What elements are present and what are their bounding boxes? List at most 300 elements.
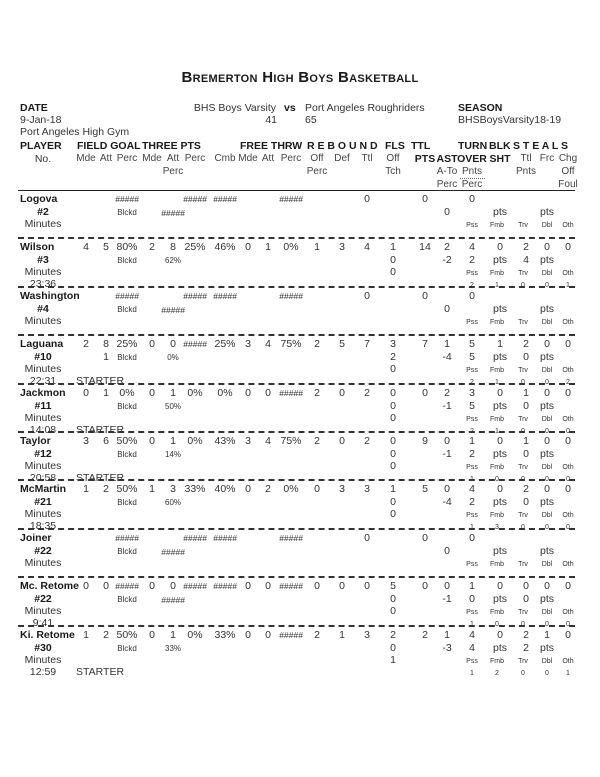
turnover-type-label: Dbl <box>541 222 553 229</box>
stat-cell: ##### <box>213 290 237 301</box>
turnover-type-count: 0 <box>545 379 549 387</box>
stat-cell: 0% <box>187 386 203 399</box>
fouls-offensive: 0 <box>390 363 396 376</box>
stat-cell: 0 <box>444 435 450 447</box>
steal-points: 0 <box>523 399 529 412</box>
stat-cell: 46% <box>214 241 236 254</box>
three-att-perc: 33% <box>164 643 182 653</box>
stat-cell: 6 <box>103 435 109 447</box>
turnover-type-label: Dbl <box>541 464 553 471</box>
turnover-type-count: 0 <box>545 427 549 435</box>
fouls-tech: 0 <box>390 448 396 460</box>
stat-cell: 0 <box>265 580 271 593</box>
stat-cell: 0 <box>565 338 571 351</box>
fouls-offensive: 0 <box>390 411 396 424</box>
stat-cell: 1 <box>544 628 550 641</box>
stat-cell: 0 <box>422 193 428 205</box>
stat-cell: 4 <box>469 483 475 496</box>
stat-cell: 50% <box>116 435 138 447</box>
blocked-label: Blckd <box>117 401 137 411</box>
stat-cell: 0 <box>265 386 271 399</box>
turnover-type-count: 0 <box>521 282 525 290</box>
stat-cell: 0 <box>170 580 176 593</box>
steal-points: 4 <box>523 254 529 267</box>
stat-cell: 0 <box>149 386 155 399</box>
column-header: AST <box>436 153 458 165</box>
turnover-type-label: Pss <box>466 464 478 471</box>
player-number: #22 <box>34 593 52 606</box>
stat-cell: 1 <box>444 628 450 641</box>
turnover-points: 2 <box>469 448 475 460</box>
player-number: #21 <box>34 496 52 509</box>
stat-cell: 25% <box>214 338 236 351</box>
turnover-type-label: Trv <box>518 222 528 229</box>
stat-cell: 2 <box>265 483 271 496</box>
player-number: #22 <box>34 544 52 557</box>
column-header: Mde <box>238 153 258 164</box>
turnover-type-label: Pss <box>466 415 478 423</box>
stat-cell: 0 <box>103 580 109 593</box>
fg-blocked-value: 1 <box>103 351 109 364</box>
starter-badge: STARTER <box>76 375 125 388</box>
row-separator <box>18 237 575 239</box>
stat-cell: ##### <box>115 290 139 301</box>
stat-cell: 8 <box>170 241 176 254</box>
stat-cell: 2 <box>523 483 529 496</box>
stat-cell: 1 <box>103 386 109 399</box>
turnover-type-count: 1 <box>495 282 499 290</box>
turnover-type-label: Fmb <box>490 415 504 423</box>
pts-label: pts <box>492 351 508 364</box>
steal-points: 0 <box>523 448 529 460</box>
row-separator <box>18 334 575 336</box>
turnover-type-count: 1 <box>495 379 499 387</box>
pts-label: pts <box>492 496 508 509</box>
stat-cell: 0 <box>565 628 571 641</box>
column-header: Att <box>261 153 275 164</box>
stat-cell: 1 <box>339 628 345 641</box>
pts-label: pts <box>539 544 555 557</box>
turnover-type-label: Trv <box>518 270 528 278</box>
group-header-rebound: R E B O U N D <box>307 140 378 152</box>
stat-cell: 5 <box>422 483 428 496</box>
report-title: Bremerton High Boys Basketball <box>181 69 419 86</box>
assist-to-ratio: -4 <box>442 496 452 509</box>
player-name: Joiner <box>20 531 52 544</box>
pts-label: pts <box>539 302 555 315</box>
turnover-type-count: 1 <box>495 427 499 435</box>
turnover-type-count: 0 <box>495 621 499 629</box>
turnover-type-label: Pss <box>466 657 478 665</box>
fouls-tech: 2 <box>390 351 396 364</box>
player-name: Wilson <box>20 241 55 254</box>
turnover-type-count: 2 <box>470 282 474 290</box>
row-separator <box>18 576 575 578</box>
minutes-played: 22:31 <box>29 375 57 388</box>
stat-cell: ##### <box>279 387 303 398</box>
fouls-tech: 0 <box>390 254 396 267</box>
stat-cell: 0 <box>497 580 503 593</box>
pts-label: pts <box>492 302 508 315</box>
pts-label: pts <box>492 254 508 267</box>
minutes-label: Minutes <box>24 460 62 472</box>
turnover-type-label: Dbl <box>541 657 553 665</box>
minutes-played: 20:58 <box>29 472 57 484</box>
turnover-type-count: 1 <box>566 669 570 677</box>
three-att-perc: 60% <box>164 498 182 508</box>
player-number: #11 <box>34 399 52 412</box>
group-header-fouls: FLS <box>385 140 405 152</box>
stat-cell: 0% <box>187 628 203 641</box>
stat-cell: 0 <box>245 580 251 593</box>
stat-cell: 14 <box>419 241 431 254</box>
turnover-type-label: Dbl <box>541 609 553 617</box>
stat-cell: 0 <box>83 386 89 399</box>
minutes-label: Minutes <box>24 508 62 521</box>
starter-badge: STARTER <box>76 423 125 436</box>
turnover-type-label: Fmb <box>490 609 504 617</box>
stat-cell: 2 <box>364 386 370 399</box>
turnover-type-count: 1 <box>566 282 570 290</box>
turnover-type-label: Pss <box>466 512 478 520</box>
divider <box>460 178 485 179</box>
turnover-type-count: 0 <box>545 524 549 532</box>
turnover-type-label: Dbl <box>541 270 553 278</box>
three-att-perc: ##### <box>161 304 185 315</box>
row-separator <box>18 383 575 385</box>
column-subheader: Perc <box>461 179 483 190</box>
column-subheader: Foul <box>558 179 578 190</box>
game-date: 9-Jan-18 <box>20 114 62 126</box>
stat-cell: 3 <box>339 241 345 254</box>
stat-cell: 3 <box>469 386 475 399</box>
minutes-label: Minutes <box>24 605 62 618</box>
stat-cell: 4 <box>83 241 89 254</box>
blocked-label: Blckd <box>117 595 137 605</box>
stat-cell: 0 <box>422 580 428 593</box>
turnover-type-count: 0 <box>566 524 570 532</box>
player-name: Jackmon <box>20 386 66 399</box>
turnover-type-label: Trv <box>518 318 528 326</box>
stat-cell: 0 <box>390 386 396 399</box>
turnover-points: 2 <box>469 254 475 267</box>
turnover-type-label: Fmb <box>490 512 504 520</box>
stat-cell: 1 <box>497 338 503 351</box>
turnover-type-label: Pss <box>466 367 478 375</box>
stat-cell: 1 <box>444 338 450 351</box>
pts-label: pts <box>539 641 555 654</box>
stat-cell: 0 <box>314 580 320 593</box>
pts-label: pts <box>539 351 555 364</box>
row-separator <box>18 479 575 481</box>
stat-cell: 0 <box>245 483 251 496</box>
pts-label: pts <box>539 448 555 460</box>
stat-cell: 0 <box>444 580 450 593</box>
stat-cell: 0 <box>565 580 571 593</box>
stat-cell: 50% <box>116 483 138 496</box>
blocked-label: Blckd <box>117 546 137 556</box>
row-separator <box>18 431 575 433</box>
column-header: Off <box>310 153 324 164</box>
turnover-type-count: 3 <box>495 524 499 532</box>
turnover-type-label: Oth <box>562 367 574 375</box>
stat-cell: 0 <box>149 435 155 447</box>
row-separator <box>18 625 575 627</box>
stat-cell: 0 <box>245 628 251 641</box>
stat-cell: 2 <box>523 241 529 254</box>
pts-label: pts <box>492 399 508 412</box>
turnover-type-label: Trv <box>518 609 528 617</box>
turnover-type-label: Dbl <box>541 367 553 375</box>
stat-cell: ##### <box>115 581 139 592</box>
steal-points: 0 <box>523 496 529 509</box>
stat-cell: 0 <box>390 435 396 447</box>
turnover-type-count: 0 <box>545 282 549 290</box>
assist-to-ratio: -1 <box>442 448 452 460</box>
turnover-type-count: 0 <box>495 476 499 483</box>
stat-cell: 0 <box>565 435 571 447</box>
turnover-type-label: Oth <box>562 270 574 278</box>
turnover-type-label: Pss <box>466 318 478 326</box>
stat-cell: 1 <box>83 628 89 641</box>
stat-cell: 25% <box>116 338 138 351</box>
stat-cell: 3 <box>170 483 176 496</box>
assist-to-ratio: 0 <box>444 302 450 315</box>
blocked-label: Blckd <box>117 643 137 653</box>
stat-cell: ##### <box>279 532 303 543</box>
stat-cell: 0% <box>119 386 135 399</box>
column-header: Off <box>386 153 400 164</box>
stat-cell: 0 <box>544 483 550 496</box>
minutes-label: Minutes <box>24 218 62 230</box>
stat-cell: 4 <box>469 241 475 254</box>
player-name: Taylor <box>20 435 51 447</box>
turnover-type-label: Fmb <box>490 270 504 278</box>
player-name: Washington <box>20 289 80 302</box>
stat-cell: 0 <box>497 483 503 496</box>
blocked-label: Blckd <box>117 256 137 266</box>
group-header-free-throw: FREE THRW <box>240 140 303 152</box>
stat-cell: 1 <box>314 241 320 254</box>
stat-cell: ##### <box>183 194 207 204</box>
three-att-perc: 62% <box>164 256 182 266</box>
turnover-type-label: Trv <box>518 464 528 471</box>
stat-cell: 0 <box>314 483 320 496</box>
column-subheader: Pnts <box>515 166 537 177</box>
steal-points: 0 <box>523 351 529 364</box>
stat-cell: 0 <box>339 386 345 399</box>
stat-cell: ##### <box>279 194 303 204</box>
stat-cell: 5 <box>390 580 396 593</box>
stat-cell: ##### <box>213 194 237 204</box>
turnover-type-label: Oth <box>562 560 574 568</box>
turnover-type-count: 0 <box>521 524 525 532</box>
stat-cell: 8 <box>103 338 109 351</box>
pts-label: pts <box>492 448 508 460</box>
turnover-points: 0 <box>469 593 475 606</box>
turnover-type-count: 0 <box>545 669 549 677</box>
stat-cell: 1 <box>83 483 89 496</box>
stat-cell: 1 <box>523 386 529 399</box>
stat-cell: 75% <box>280 435 302 447</box>
stat-cell: 0% <box>283 241 299 254</box>
turnover-points: 2 <box>469 496 475 509</box>
stat-cell: 33% <box>214 628 236 641</box>
minutes-played: 18:35 <box>29 520 57 533</box>
stat-cell: 0 <box>523 580 529 593</box>
turnover-type-label: Fmb <box>490 222 504 229</box>
assist-to-ratio: 0 <box>444 544 450 557</box>
stat-cell: 0 <box>469 193 475 205</box>
stat-cell: 0 <box>245 386 251 399</box>
minutes-played: 14:08 <box>29 423 57 436</box>
turnover-type-count: 2 <box>566 379 570 387</box>
stat-cell: 1 <box>390 241 396 254</box>
steal-points: 2 <box>523 641 529 654</box>
stat-cell: 0 <box>422 531 428 544</box>
stat-cell: 0 <box>149 628 155 641</box>
stat-cell: 0 <box>245 241 251 254</box>
column-header: PTS <box>414 153 436 165</box>
stat-cell: ##### <box>183 339 207 350</box>
stat-cell: 1 <box>170 386 176 399</box>
turnover-type-label: Oth <box>562 464 574 471</box>
stat-cell: 3 <box>390 338 396 351</box>
turnover-type-count: 1 <box>470 476 474 483</box>
turnover-type-label: Trv <box>518 657 528 665</box>
column-header: Chg <box>558 153 578 164</box>
turnover-type-label: Oth <box>562 415 574 423</box>
stat-cell: 4 <box>469 628 475 641</box>
stat-cell: 0 <box>544 580 550 593</box>
player-number: #10 <box>34 351 52 364</box>
stat-cell: 2 <box>314 338 320 351</box>
stat-cell: ##### <box>279 629 303 640</box>
pts-label: pts <box>492 544 508 557</box>
column-header: Att <box>99 153 113 164</box>
stat-cell: 0 <box>497 435 503 447</box>
turnover-type-label: Trv <box>518 415 528 423</box>
column-header: Ttl <box>520 153 532 164</box>
turnover-type-label: Fmb <box>490 367 504 375</box>
stat-cell: 0 <box>339 435 345 447</box>
stat-cell: 0 <box>364 580 370 593</box>
stat-cell: 0% <box>187 435 203 447</box>
stat-cell: 25% <box>184 241 206 254</box>
stat-cell: 0% <box>217 386 233 399</box>
minutes-played: 23:36 <box>29 278 57 291</box>
stat-cell: 0 <box>265 628 271 641</box>
pts-label: pts <box>539 593 555 606</box>
stat-cell: ##### <box>183 532 207 543</box>
turnover-type-label: Fmb <box>490 464 504 471</box>
fouls-offensive: 0 <box>390 266 396 279</box>
turnover-type-label: Pss <box>466 222 478 229</box>
turnover-type-count: 1 <box>470 669 474 677</box>
stat-cell: 9 <box>422 435 428 447</box>
fouls-tech: 0 <box>390 641 396 654</box>
home-team: BHS Boys Varsity <box>193 102 276 114</box>
header-rule <box>18 190 575 191</box>
stat-cell: 1 <box>149 483 155 496</box>
stat-cell: 43% <box>214 435 236 447</box>
stat-cell: 0 <box>497 386 503 399</box>
season-name: BHSBoysVarsity18-19 <box>458 114 562 126</box>
fouls-tech: 0 <box>390 399 396 412</box>
vs-label: vs <box>284 102 296 114</box>
turnover-type-label: Oth <box>562 222 574 229</box>
turnover-type-label: Dbl <box>541 415 553 423</box>
stat-cell: 0% <box>283 483 299 496</box>
stat-cell: 1 <box>390 483 396 496</box>
blocked-label: Blckd <box>117 304 137 314</box>
turnover-type-label: Trv <box>518 367 528 375</box>
stat-cell: 2 <box>314 628 320 641</box>
stat-cell: 4 <box>364 241 370 254</box>
stat-cell: 0 <box>544 338 550 351</box>
column-subheader: Perc <box>436 179 458 190</box>
minutes-label: Minutes <box>24 411 62 424</box>
stat-cell: 0 <box>422 289 428 302</box>
stat-cell: 0 <box>444 483 450 496</box>
turnover-type-count: 0 <box>545 476 549 483</box>
stat-cell: 2 <box>422 628 428 641</box>
turnover-type-count: 0 <box>521 427 525 435</box>
turnover-type-count: 0 <box>521 379 525 387</box>
stat-cell: 2 <box>523 628 529 641</box>
player-name: Logova <box>20 193 58 205</box>
stat-cell: ##### <box>183 290 207 301</box>
stat-cell: 0 <box>544 435 550 447</box>
turnover-type-count: 0 <box>566 476 570 483</box>
stat-cell: 80% <box>116 241 138 254</box>
stat-cell: ##### <box>279 290 303 301</box>
blocked-label: Blckd <box>117 450 137 459</box>
turnover-type-label: Trv <box>518 512 528 520</box>
stat-cell: 2 <box>444 241 450 254</box>
stat-cell: 1 <box>170 435 176 447</box>
fouls-tech: 0 <box>390 593 396 606</box>
fouls-offensive: 1 <box>390 653 396 666</box>
stat-cell: 0 <box>364 193 370 205</box>
stat-cell: 0 <box>544 386 550 399</box>
column-subheader: Tch <box>385 166 401 177</box>
player-name: Laguana <box>20 338 64 351</box>
player-name: Ki. Retome <box>20 628 75 641</box>
stat-cell: 0 <box>364 531 370 544</box>
turnover-type-count: 0 <box>566 427 570 435</box>
stat-cell: 50% <box>116 628 138 641</box>
turnover-type-label: Dbl <box>541 560 553 568</box>
stat-cell: 0 <box>469 531 475 544</box>
stat-cell: 0 <box>170 338 176 351</box>
stat-cell: 7 <box>422 338 428 351</box>
stat-cell: 0 <box>497 241 503 254</box>
turnover-type-label: Dbl <box>541 318 553 326</box>
turnover-type-label: Oth <box>562 657 574 665</box>
column-header: Frc <box>539 153 555 164</box>
game-location: Port Angeles High Gym <box>20 126 130 138</box>
group-header-player: PLAYER <box>20 140 62 152</box>
turnover-type-count: 1 <box>470 621 474 629</box>
assist-to-ratio: -1 <box>442 399 452 412</box>
column-header: Def <box>334 153 350 164</box>
stat-cell: 2 <box>83 338 89 351</box>
starter-badge: STARTER <box>76 472 125 484</box>
group-header-total: TTL <box>411 140 431 152</box>
fouls-offensive: 0 <box>390 605 396 618</box>
blocked-label: Blckd <box>117 353 137 363</box>
